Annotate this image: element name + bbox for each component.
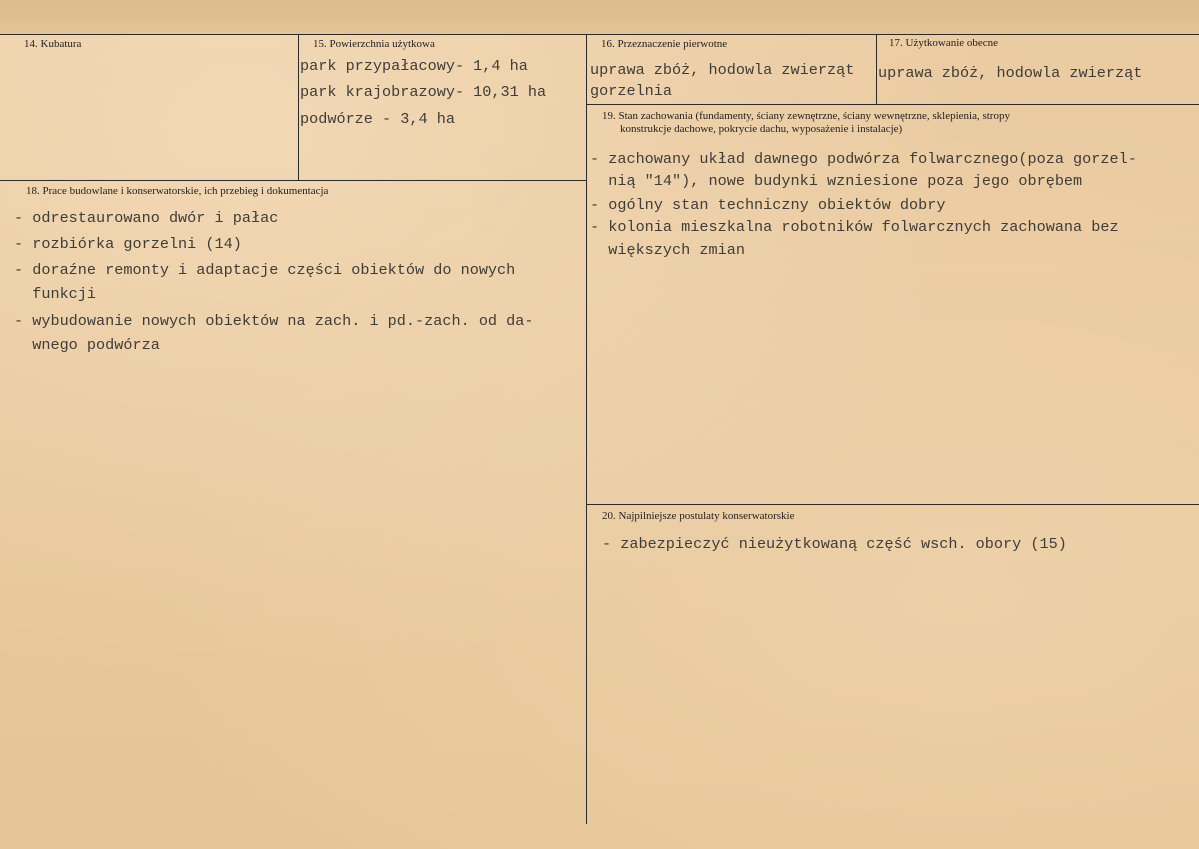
field-20-line: - zabezpieczyć nieużytkowaną część wsch. obory (15) [602, 535, 1067, 553]
field-18-line: wnego podwórza [14, 336, 160, 354]
field-19-line: większych zmian [590, 241, 745, 259]
field-19-line: nią "14"), nowe budynki wzniesione poza jego obrębem [590, 172, 1083, 190]
field-17-line: uprawa zbóż, hodowla zwierząt [878, 64, 1143, 82]
field-19-label-cont: konstrukcje dachowe, pokrycie dachu, wyposażenie i instalacje) [620, 123, 903, 135]
field-16-line: gorzelnia [590, 82, 673, 100]
divider-16-17 [876, 34, 877, 104]
field-17-label: 17. Użytkowanie obecne [889, 37, 999, 49]
field-19-line: - zachowany układ dawnego podwórza folwarcznego(poza gorzel- [590, 150, 1137, 168]
field-18-line: - doraźne remonty i adaptacje części obiektów do nowych [14, 261, 516, 279]
field-18-line: - wybudowanie nowych obiektów na zach. i pd.-zach. od da- [14, 312, 534, 330]
field-15-line: park krajobrazowy- 10,31 ha [300, 83, 547, 101]
field-18-line: funkcji [14, 285, 97, 303]
field-19-line: - ogólny stan techniczny obiektów dobry [590, 196, 946, 214]
field-20-label: 20. Najpilniejsze postulaty konserwatorskie [602, 510, 795, 522]
field-19-label: 19. Stan zachowania (fundamenty, ściany zewnętrzne, ściany wewnętrzne, sklepienia, stropy [602, 110, 1010, 122]
field-19-line: - kolonia mieszkalna robotników folwarcznych zachowana bez [590, 218, 1119, 236]
field-16-line: uprawa zbóż, hodowla zwierząt [590, 61, 855, 79]
center-divider [586, 34, 587, 824]
top-rule [0, 34, 1199, 35]
rule-above-20 [587, 504, 1199, 505]
field-18-line: - rozbiórka gorzelni (14) [14, 235, 242, 253]
rule-above-18 [0, 180, 586, 181]
divider-14-15 [298, 34, 299, 180]
field-14-label: 14. Kubatura [24, 38, 82, 50]
field-16-label: 16. Przeznaczenie pierwotne [601, 38, 728, 50]
field-15-line: podwórze - 3,4 ha [300, 110, 455, 128]
field-18-line: - odrestaurowano dwór i pałac [14, 209, 279, 227]
field-15-line: park przypałacowy- 1,4 ha [300, 57, 528, 75]
field-18-label: 18. Prace budowlane i konserwatorskie, ich przebieg i dokumentacja [26, 185, 329, 197]
field-15-label: 15. Powierzchnia użytkowa [313, 38, 435, 50]
rule-under-16-17 [587, 104, 1199, 105]
top-paper-edge [0, 0, 1199, 34]
